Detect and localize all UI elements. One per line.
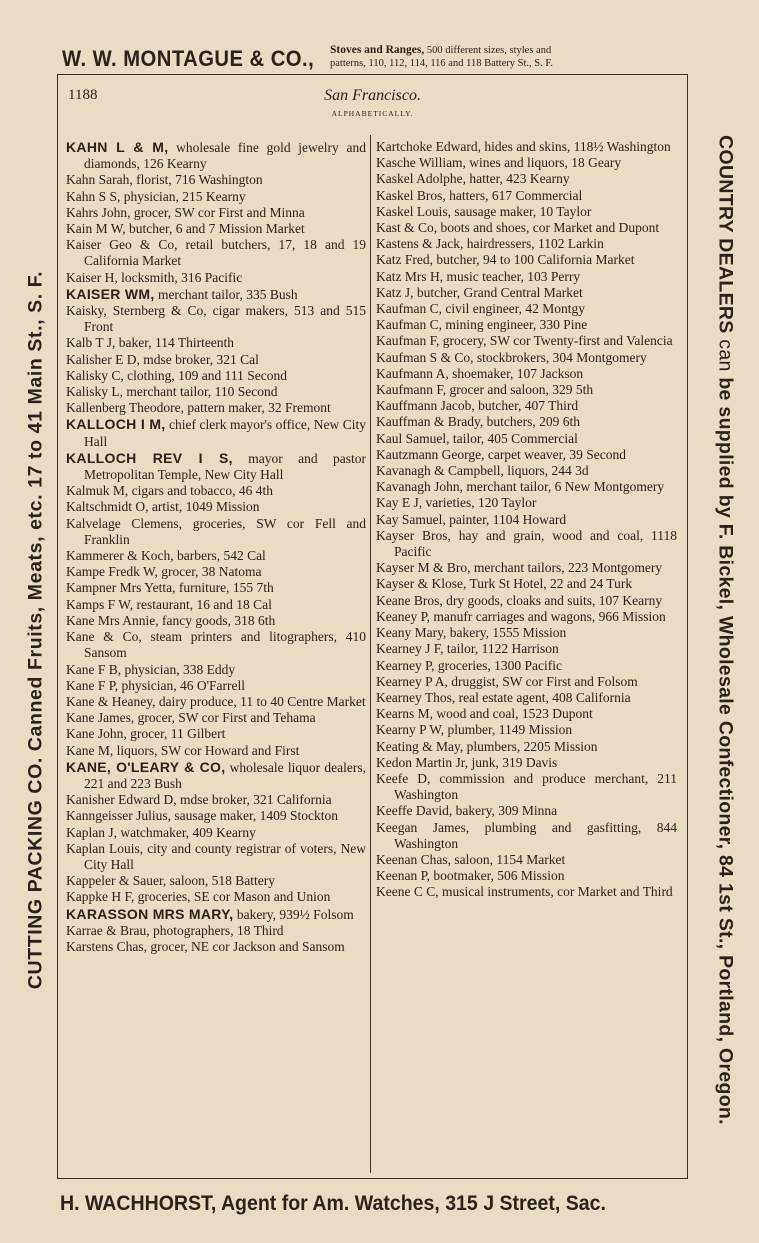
entry-text: bakery, 939½ Folsom xyxy=(233,906,354,922)
entry-text: Kain M W, butcher, 6 and 7 Mission Market xyxy=(66,221,305,237)
directory-entry xyxy=(376,252,677,268)
entry-text: Kaiser H, locksmith, 316 Pacific xyxy=(66,269,243,285)
directory-entry xyxy=(66,939,366,955)
entry-text: Kaiser Geo & Co, retail butchers, 17, 18 and 19 California Market xyxy=(66,237,366,269)
entry-text: Kaskel Adolphe, hatter, 423 Kearny xyxy=(376,171,570,187)
header-ad-tagline-rest: 500 different sizes, styles and xyxy=(424,45,552,56)
directory-entry xyxy=(66,923,366,939)
directory-entry xyxy=(66,237,366,269)
entry-text: mayor and pastor Metropolitan Temple, New City Hall xyxy=(84,450,366,483)
directory-entry xyxy=(376,333,677,349)
entry-name-bold: KALLOCH REV I S, xyxy=(66,449,233,466)
directory-entry xyxy=(66,416,366,449)
entry-text: Kay Samuel, painter, 1104 Howard xyxy=(376,511,567,527)
directory-entry xyxy=(376,771,677,803)
entry-text: Kayser M & Bro, merchant tailors, 223 Montgomery xyxy=(376,560,663,576)
directory-entry xyxy=(66,597,366,613)
header-ad-tagline-bold: Stoves and Ranges, xyxy=(330,44,425,56)
directory-entry xyxy=(376,495,677,511)
directory-entry xyxy=(66,678,366,694)
directory-entry xyxy=(376,609,677,625)
entry-name-bold: KAHN L & M, xyxy=(66,139,169,155)
directory-entry xyxy=(376,236,677,252)
header-ad-brand: W. W. MONTAGUE & CO., xyxy=(62,46,315,71)
entry-text: wholesale liquor dealers, 221 and 223 Bush xyxy=(84,759,367,791)
footer-advertisement: H. WACHHORST, Agent for Am. Watches, 315 J Street, Sac. xyxy=(60,1192,606,1215)
directory-entry xyxy=(66,808,366,824)
entry-text: Katz Mrs H, music teacher, 103 Perry xyxy=(376,268,581,284)
directory-entry xyxy=(376,690,677,706)
directory-entry xyxy=(66,906,366,923)
directory-entry xyxy=(376,188,677,204)
entry-name-bold: KARASSON MRS MARY, xyxy=(66,905,234,922)
entry-text: Kearns M, wood and coal, 1523 Dupont xyxy=(376,706,593,722)
left-margin-ad-text: CUTTING PACKING CO. Canned Fruits, Meats, etc. 17 to 41 Main St., S. F. xyxy=(24,270,47,990)
entry-text: Kaltschmidt O, artist, 1049 Mission xyxy=(66,499,260,515)
entry-text: Kammerer & Koch, barbers, 542 Cal xyxy=(66,548,266,564)
directory-entry xyxy=(66,726,366,742)
entry-text: Kalisky L, merchant tailor, 110 Second xyxy=(66,384,278,400)
entry-text: Karstens Chas, grocer, NE cor Jackson and Sansom xyxy=(66,938,345,954)
entry-text: Keene C C, musical instruments, cor Market and Third xyxy=(376,884,673,900)
entry-text: Kayser Bros, hay and grain, wood and coal, 1118 Pacific xyxy=(376,527,677,560)
entry-text: Kalisher E D, mdse broker, 321 Cal xyxy=(66,351,259,367)
entry-text: Kalmuk M, cigars and tobacco, 46 4th xyxy=(66,483,273,499)
directory-entry xyxy=(376,366,677,382)
directory-entry xyxy=(376,593,677,609)
entry-text: Kaskel Bros, hatters, 617 Commercial xyxy=(376,187,583,203)
entry-text: Keenan Chas, saloon, 1154 Market xyxy=(376,851,566,867)
directory-entry xyxy=(376,479,677,495)
entry-name-bold: KALLOCH I M, xyxy=(66,416,166,433)
directory-entry xyxy=(376,560,677,576)
directory-entry xyxy=(66,303,366,335)
entry-text: Keane Bros, dry goods, cloaks and suits, 107 Kearny xyxy=(376,592,663,608)
entry-text: Kampe Fredk W, grocer, 38 Natoma xyxy=(66,564,262,580)
entry-text: Keenan P, bootmaker, 506 Mission xyxy=(376,868,565,884)
entry-text: Kast & Co, boots and shoes, cor Market and Dupont xyxy=(376,220,660,236)
entry-text: Kautzmann George, carpet weaver, 39 Second xyxy=(376,446,626,462)
directory-entry xyxy=(376,301,677,317)
directory-entry xyxy=(66,384,366,400)
directory-entry xyxy=(376,755,677,771)
entry-text: Kappke H F, groceries, SE cor Mason and Union xyxy=(66,889,331,905)
directory-entry xyxy=(376,317,677,333)
directory-entry xyxy=(66,662,366,678)
entry-text: Kane John, grocer, 11 Gilbert xyxy=(66,726,226,742)
entry-text: Kahrs John, grocer, SW cor First and Minna xyxy=(66,204,305,220)
header-ad-tagline-line2: patterns, 110, 112, 114, 116 and 118 Battery St., S. F. xyxy=(330,58,553,69)
directory-entry xyxy=(66,516,366,548)
entry-text: Kaufman S & Co, stockbrokers, 304 Montgomery xyxy=(376,349,647,365)
directory-entry xyxy=(376,463,677,479)
entry-text: Kalb T J, baker, 114 Thirteenth xyxy=(66,335,235,351)
right-margin-advertisement xyxy=(714,90,737,1170)
section-label: ALPHABETICALLY. xyxy=(331,109,414,118)
directory-entry xyxy=(376,155,677,171)
directory-entry xyxy=(376,641,677,657)
directory-entry xyxy=(376,528,677,560)
header-advertisement xyxy=(62,38,702,78)
directory-entry xyxy=(66,172,366,188)
directory-entry xyxy=(66,792,366,808)
directory-entry xyxy=(376,269,677,285)
directory-entry xyxy=(376,674,677,690)
directory-entry xyxy=(376,431,677,447)
entry-text: Keany Mary, bakery, 1555 Mission xyxy=(376,625,567,641)
entry-text: Kay E J, varieties, 120 Taylor xyxy=(376,495,537,511)
directory-entry xyxy=(66,205,366,221)
entry-text: Kedon Martin Jr, junk, 319 Davis xyxy=(376,754,558,770)
directory-entry xyxy=(66,450,366,483)
entry-text: Kamps F W, restaurant, 16 and 18 Cal xyxy=(66,596,272,612)
entry-text: Kallenberg Theodore, pattern maker, 32 Fremont xyxy=(66,400,331,416)
entry-text: Kaskel Louis, sausage maker, 10 Taylor xyxy=(376,203,592,219)
directory-entry xyxy=(376,576,677,592)
directory-entry xyxy=(66,368,366,384)
directory-entry xyxy=(66,483,366,499)
entry-text: Kavanagh John, merchant tailor, 6 New Montgomery xyxy=(376,479,665,495)
entry-text: chief clerk mayor's office, New City Hall xyxy=(84,417,366,449)
entry-text: Kanisher Edward D, mdse broker, 321 California xyxy=(66,792,332,808)
entry-text: Kearny P W, plumber, 1149 Mission xyxy=(376,722,573,738)
entry-text: Kane F P, physician, 46 O'Farrell xyxy=(66,677,246,693)
directory-entry xyxy=(376,739,677,755)
entry-text: wholesale fine gold jewelry and diamonds, 126 Kearny xyxy=(84,140,366,172)
entry-text: Kasche William, wines and liquors, 18 Geary xyxy=(376,155,622,171)
directory-entry xyxy=(376,285,677,301)
header-ad-tagline xyxy=(330,44,553,70)
entry-text: Kalvelage Clemens, groceries, SW cor Fell and Franklin xyxy=(66,515,366,547)
entry-text: merchant tailor, 335 Bush xyxy=(154,286,298,302)
directory-entry xyxy=(376,447,677,463)
directory-entry xyxy=(376,658,677,674)
left-column xyxy=(66,139,366,955)
entry-text: Kavanagh & Campbell, liquors, 244 3d xyxy=(376,463,589,479)
directory-entry xyxy=(376,398,677,414)
directory-entry xyxy=(376,512,677,528)
entry-name-bold: KAISER WM, xyxy=(66,285,155,302)
directory-entry xyxy=(376,868,677,884)
right-margin-ad-part2: can xyxy=(714,333,737,378)
entry-text: Kappeler & Sauer, saloon, 518 Battery xyxy=(66,873,276,889)
directory-entry xyxy=(66,189,366,205)
entry-text: Kaufman C, civil engineer, 42 Montgy xyxy=(376,301,586,317)
column-divider xyxy=(370,135,371,1173)
entry-text: Kaufmann A, shoemaker, 107 Jackson xyxy=(376,365,584,381)
directory-entry xyxy=(66,710,366,726)
right-margin-ad-part3: be supplied by F. Bickel, Wholesale Confectioner, 84 1st St., Portland, Oregon. xyxy=(714,377,737,1125)
directory-entry xyxy=(66,352,366,368)
directory-entry xyxy=(376,706,677,722)
entry-text: Kalisky C, clothing, 109 and 111 Second xyxy=(66,367,287,383)
directory-entry xyxy=(66,759,366,792)
directory-entry xyxy=(376,884,677,900)
page-number: 1188 xyxy=(68,87,98,103)
directory-entry xyxy=(66,139,366,172)
entry-text: Keegan James, plumbing and gasfitting, 844 Washington xyxy=(376,819,677,851)
entry-text: Kaplan Louis, city and county registrar of voters, New City Hall xyxy=(66,840,366,872)
entry-text: Kampner Mrs Yetta, furniture, 155 7th xyxy=(66,580,274,596)
directory-entry xyxy=(376,722,677,738)
entry-text: Kaufmann F, grocer and saloon, 329 5th xyxy=(376,382,594,398)
directory-entry xyxy=(66,825,366,841)
left-margin-advertisement xyxy=(25,90,48,1170)
entry-text: Kaisky, Sternberg & Co, cigar makers, 513 and 515 Front xyxy=(66,303,366,335)
entry-text: Keeffe David, bakery, 309 Minna xyxy=(376,803,558,819)
right-column xyxy=(376,139,677,901)
entry-text: Katz J, butcher, Grand Central Market xyxy=(376,284,583,300)
entry-text: Kane M, liquors, SW cor Howard and First xyxy=(66,742,300,758)
directory-entry xyxy=(66,400,366,416)
directory-entry xyxy=(66,743,366,759)
entry-text: Kearney P A, druggist, SW cor First and Folsom xyxy=(376,673,638,689)
entry-text: Kanngeisser Julius, sausage maker, 1409 Stockton xyxy=(66,808,339,824)
page-title: San Francisco. xyxy=(324,87,421,104)
entry-text: Kaufman F, grocery, SW cor Twenty-first and Valencia xyxy=(376,333,673,349)
directory-entry xyxy=(66,873,366,889)
entry-text: Kearney J F, tailor, 1122 Harrison xyxy=(376,641,559,657)
entry-name-bold: KANE, O'LEARY & CO, xyxy=(66,758,226,775)
entry-text: Kauffman & Brady, butchers, 209 6th xyxy=(376,414,580,430)
directory-entry xyxy=(376,382,677,398)
entry-text: Karrae & Brau, photographers, 18 Third xyxy=(66,922,284,938)
entry-text: Kane & Heaney, dairy produce, 11 to 40 Centre Market xyxy=(66,693,366,709)
entry-text: Kahn S S, physician, 215 Kearny xyxy=(66,188,246,204)
directory-entry xyxy=(66,580,366,596)
directory-entry xyxy=(376,625,677,641)
directory-entry xyxy=(376,350,677,366)
directory-entry xyxy=(376,171,677,187)
directory-entry xyxy=(66,270,366,286)
entry-text: Kaul Samuel, tailor, 405 Commercial xyxy=(376,430,578,446)
entry-text: Kayser & Klose, Turk St Hotel, 22 and 24 Turk xyxy=(376,576,633,592)
entry-text: Keaney P, manufr carriages and wagons, 966 Mission xyxy=(376,608,666,624)
directory-entry xyxy=(376,204,677,220)
entry-text: Keefe D, commission and produce merchant, 211 Washington xyxy=(376,770,677,803)
directory-entry xyxy=(66,499,366,515)
entry-text: Kahn Sarah, florist, 716 Washington xyxy=(66,172,263,188)
entry-text: Kane Mrs Annie, fancy goods, 318 6th xyxy=(66,612,276,628)
entry-text: Kaufman C, mining engineer, 330 Pine xyxy=(376,317,588,333)
directory-entry xyxy=(376,220,677,236)
directory-entry xyxy=(66,335,366,351)
entry-text: Kearney P, groceries, 1300 Pacific xyxy=(376,657,562,673)
directory-entry xyxy=(66,629,366,661)
entry-text: Kearney Thos, real estate agent, 408 California xyxy=(376,689,631,705)
directory-entry xyxy=(376,139,677,155)
directory-entry xyxy=(66,841,366,873)
directory-entry xyxy=(66,564,366,580)
directory-entry xyxy=(376,414,677,430)
directory-page-frame xyxy=(57,74,688,1179)
directory-entry xyxy=(66,221,366,237)
directory-entry xyxy=(376,803,677,819)
directory-entry xyxy=(66,548,366,564)
directory-entry xyxy=(66,613,366,629)
entry-text: Kane F B, physician, 338 Eddy xyxy=(66,661,236,677)
directory-entry xyxy=(66,889,366,905)
entry-text: Kartchoke Edward, hides and skins, 118½ Washington xyxy=(376,139,671,154)
entry-text: Kauffmann Jacob, butcher, 407 Third xyxy=(376,398,579,414)
entry-text: Kastens & Jack, hairdressers, 1102 Larkin xyxy=(376,236,604,252)
entry-text: Kane & Co, steam printers and litographers, 410 Sansom xyxy=(66,629,366,661)
right-margin-ad-part1: COUNTRY DEALERS xyxy=(714,135,737,334)
directory-entry xyxy=(66,694,366,710)
directory-entry xyxy=(376,852,677,868)
entry-text: Kaplan J, watchmaker, 409 Kearny xyxy=(66,824,256,840)
entry-text: Keating & May, plumbers, 2205 Mission xyxy=(376,738,598,754)
directory-entry xyxy=(66,286,366,303)
entry-text: Katz Fred, butcher, 94 to 100 California Market xyxy=(376,252,635,268)
directory-entry xyxy=(376,820,677,852)
entry-text: Kane James, grocer, SW cor First and Tehama xyxy=(66,710,316,726)
